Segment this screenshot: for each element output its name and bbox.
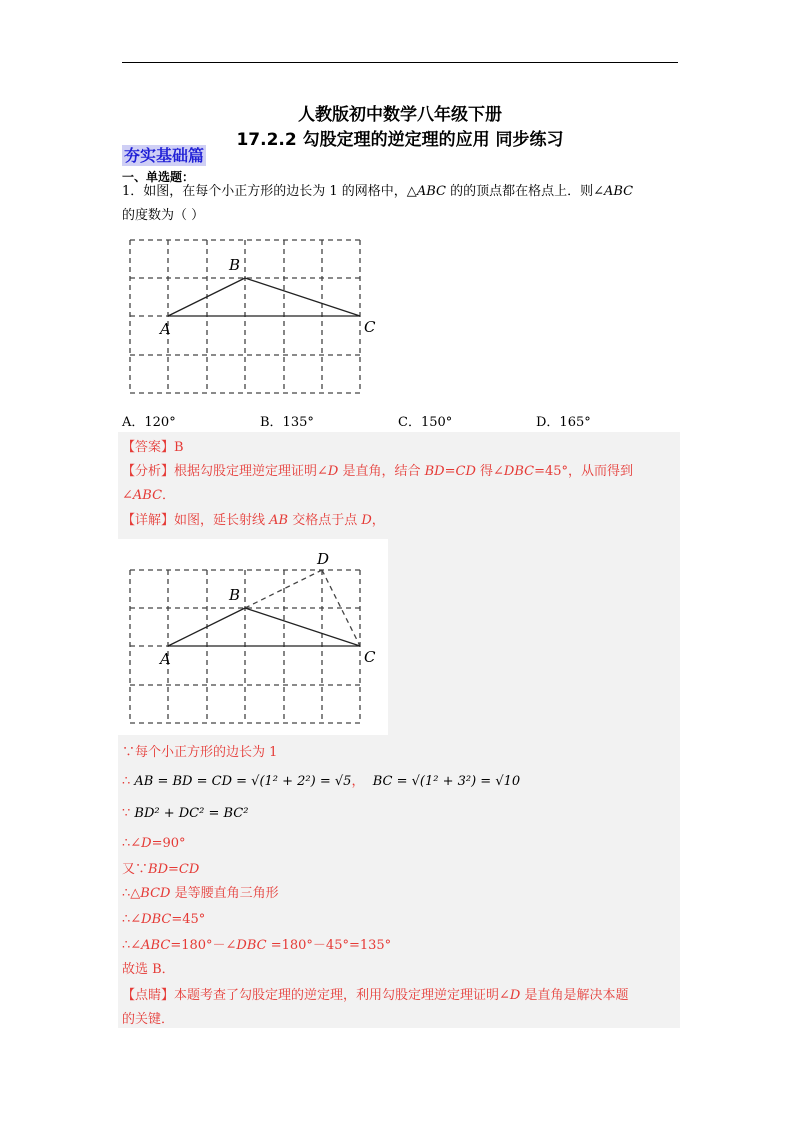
m: DBC	[503, 464, 535, 479]
t: 交格点于点	[288, 513, 362, 528]
t: 是等腰直角三角形	[170, 886, 279, 901]
comment-line-2: 的关键．	[122, 1012, 175, 1027]
t: 【详解】如图，延长射线	[122, 513, 270, 528]
label-C: C	[364, 318, 376, 336]
t: =	[168, 862, 179, 877]
label-A: A	[160, 650, 171, 668]
option-c: C．150°	[398, 415, 453, 430]
m: ABC	[141, 938, 171, 953]
step-3	[122, 806, 248, 822]
m: D	[327, 464, 339, 479]
option-d: D．165°	[536, 415, 591, 430]
label-D-top: D	[317, 550, 330, 568]
step-4	[122, 836, 186, 852]
section-subtitle: 一、单选题：	[122, 170, 195, 184]
t: ∴∠	[122, 912, 142, 927]
m: AB	[269, 513, 289, 528]
option-a: A．120°	[122, 415, 176, 430]
t: =45°	[171, 912, 206, 927]
step-5	[122, 862, 199, 878]
q-text: 的的顶点都在格点上．则∠	[445, 184, 604, 199]
doc-title: 人教版初中数学八年级下册	[298, 105, 502, 125]
t: ∴△	[122, 886, 141, 901]
label-B: B	[229, 586, 241, 604]
m: DBC	[236, 938, 267, 953]
m: BD² + DC² = BC²	[134, 806, 249, 821]
t: ∴∠	[122, 836, 142, 851]
m: BD	[424, 464, 445, 479]
m: CD	[178, 862, 200, 877]
t: =45°，从而得到	[534, 464, 634, 479]
question-line-1	[122, 184, 633, 200]
question-line-2: 的度数为（ ）	[122, 208, 205, 223]
m: DBC	[141, 912, 172, 927]
figure-grid-2	[128, 568, 388, 733]
t: =180°－45°=135°	[266, 938, 392, 953]
header-rule	[122, 62, 678, 63]
m: AB = BD = CD = √(1² + 2²) = √5	[134, 774, 352, 789]
label-B: B	[229, 256, 241, 274]
label-C: C	[364, 648, 376, 666]
t: =180°－∠	[170, 938, 237, 953]
m: ABC	[132, 488, 163, 503]
step-8	[122, 938, 391, 954]
q-text: 1．如图，在每个小正方形的边长为 1 的网格中，△	[122, 184, 417, 199]
m: BC = √(1² + 3²) = √10	[372, 774, 521, 789]
t: 又∵	[122, 862, 149, 877]
t: 【点睛】本题考查了勾股定理的逆定理，利用勾股定理逆定理证明∠	[122, 988, 510, 1003]
m: CD	[455, 464, 476, 479]
step-2	[122, 774, 520, 790]
t: =	[444, 464, 456, 479]
detail-line	[122, 513, 385, 529]
option-b: B．135°	[260, 415, 314, 430]
answer-label: 【答案】B	[122, 440, 184, 455]
section-title: 夯实基础篇	[124, 146, 205, 165]
t: 得∠	[475, 464, 504, 479]
analysis-line-2	[122, 488, 175, 504]
comment-line-1	[122, 988, 628, 1004]
m: D	[361, 513, 372, 528]
m: BD	[148, 862, 168, 877]
q-math: ABC	[416, 184, 446, 199]
label-A: A	[160, 320, 171, 338]
t: ∴∠	[122, 938, 142, 953]
t: 【分析】根据勾股定理逆定理证明∠	[122, 464, 328, 479]
step-7	[122, 912, 205, 928]
m: D	[141, 836, 152, 851]
conclusion: 故选 B．	[122, 962, 175, 977]
t: =90°	[151, 836, 186, 851]
t: 是直角是解决本题	[520, 988, 629, 1003]
step-1: ∵每个小正方形的边长为 1	[122, 745, 278, 760]
t: ∵	[122, 806, 135, 821]
t: ，	[371, 513, 385, 528]
label-D-holder	[310, 548, 340, 570]
step-6	[122, 886, 279, 902]
figure-grid-1	[128, 238, 398, 398]
m: D	[509, 988, 521, 1003]
t: ．	[162, 488, 176, 503]
t: ，	[351, 774, 365, 789]
t: ∠	[122, 488, 133, 503]
m: BCD	[140, 886, 171, 901]
analysis-line-1	[122, 464, 633, 480]
t: 是直角，结合	[338, 464, 425, 479]
doc-subtitle: 17.2.2 勾股定理的逆定理的应用 同步练习	[236, 130, 564, 150]
t: ∴	[122, 774, 135, 789]
q-math: ABC	[603, 184, 634, 199]
